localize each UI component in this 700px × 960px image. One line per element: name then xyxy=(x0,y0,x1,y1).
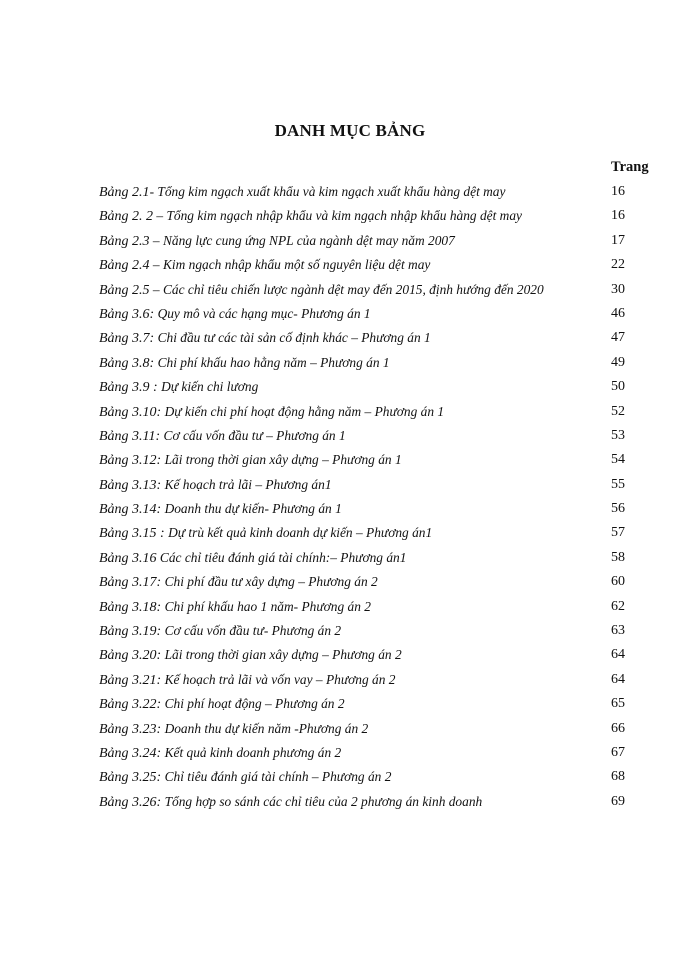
table-list-item-label: Bảng 3.25: xyxy=(99,770,162,786)
table-list-item-title: Quy mô và các hạng mục- Phương án 1 xyxy=(154,305,371,321)
table-list-item[interactable] xyxy=(99,351,659,375)
table-list-item-page-number: 53 xyxy=(611,427,625,443)
page-title: DANH MỤC BẢNG xyxy=(274,121,426,140)
table-list-item-title: - Tổng kim ngạch xuất khẩu và kim ngạch xuất khẩu hàng dệt may xyxy=(149,184,506,199)
table-list-item-label: Bảng 3.15 : xyxy=(99,526,165,542)
table-list-item-title: – Các chỉ tiêu chiến lược ngành dệt may đến 2015, định hướng đến 2020 xyxy=(149,281,544,297)
table-list-item-title: Chi phí khấu hao hằng năm – Phương án 1 xyxy=(154,354,390,370)
table-list-item-label: Bảng 3.20: xyxy=(99,648,162,664)
table-list-item-label: Bảng 3.14: xyxy=(99,502,162,518)
table-list xyxy=(99,180,659,814)
table-list-item-title: Kế hoạch trả lãi – Phương án1 xyxy=(161,476,332,492)
table-list-item-label: Bảng 2.4 xyxy=(99,258,150,274)
table-list-item-page-number: 57 xyxy=(611,525,625,541)
table-list-item-label: Bảng 3.17: xyxy=(99,575,162,591)
table-list-item-title: Chi phí hoạt động – Phương án 2 xyxy=(161,696,345,712)
table-list-item-label: Bảng 3.21: xyxy=(99,672,162,688)
table-list-item-label: Bảng 3.8: xyxy=(99,355,155,371)
table-list-item[interactable] xyxy=(99,790,659,814)
table-list-item-label: Bảng 3.24: xyxy=(99,745,162,761)
table-list-item-page-number: 64 xyxy=(611,647,625,663)
table-list-item[interactable] xyxy=(99,595,659,619)
table-list-item-page-number: 62 xyxy=(611,598,625,614)
table-list-item-page-number: 47 xyxy=(611,330,625,346)
table-list-item-page-number: 54 xyxy=(611,452,625,468)
table-list-item-page-number: 64 xyxy=(611,671,625,687)
table-list-item-label: Bảng 3.12: xyxy=(99,453,162,469)
table-list-item-page-number: 17 xyxy=(611,232,625,248)
table-list-item-title: Kết quả kinh doanh phương án 2 xyxy=(161,744,342,760)
table-list-item-title: Các chỉ tiêu đánh giá tài chính:– Phương án1 xyxy=(156,549,407,565)
table-list-item-label: Bảng 3.16 xyxy=(99,550,157,566)
table-list-item-page-number: 22 xyxy=(611,257,625,273)
table-list-item-title: Dự kiến chi phí hoạt động hằng năm – Phương án 1 xyxy=(161,403,445,419)
table-list-item[interactable] xyxy=(99,497,659,521)
table-list-item[interactable] xyxy=(99,326,659,350)
table-list-item-page-number: 69 xyxy=(611,793,625,809)
table-list-item-page-number: 56 xyxy=(611,501,625,517)
table-list-item[interactable] xyxy=(99,668,659,692)
table-list-item-title: Lãi trong thời gian xây dựng – Phương án 1 xyxy=(161,452,402,468)
table-list-item-page-number: 66 xyxy=(611,720,625,736)
table-list-item-label: Bảng 3.9 : xyxy=(99,380,158,396)
table-list-item[interactable] xyxy=(99,692,659,716)
table-list-item-title: Kế hoạch trả lãi và vốn vay – Phương án 2 xyxy=(161,671,396,687)
table-list-item-label: Bảng 3.11: xyxy=(99,428,161,444)
table-list-item-label: Bảng 3.26: xyxy=(99,794,162,810)
table-list-item-page-number: 67 xyxy=(611,744,625,760)
table-list-item-page-number: 60 xyxy=(611,574,625,590)
table-list-item-label: Bảng 3.10: xyxy=(99,404,162,420)
table-list-item-title: Chi đầu tư các tài sản cố định khác – Phương án 1 xyxy=(154,330,431,346)
table-list-item-label: Bảng 2.1 xyxy=(99,185,150,200)
table-list-item[interactable] xyxy=(99,229,659,253)
table-list-item-page-number: 49 xyxy=(611,354,625,370)
table-list-item-page-number: 68 xyxy=(611,769,625,785)
table-list-item[interactable] xyxy=(99,643,659,667)
table-list-item-page-number: 46 xyxy=(611,305,625,321)
table-list-item-label: Bảng 3.23: xyxy=(99,721,162,737)
table-list-item[interactable] xyxy=(99,717,659,741)
table-list-item-page-number: 30 xyxy=(611,281,625,297)
table-list-item-title: Doanh thu dự kiến- Phương án 1 xyxy=(161,501,342,517)
table-list-item-label: Bảng 2.5 xyxy=(99,282,150,298)
table-list-item-label: Bảng 3.18: xyxy=(99,599,162,615)
table-list-item-label: Bảng 3.7: xyxy=(99,331,155,347)
table-list-item-title: Chỉ tiêu đánh giá tài chính – Phương án 2 xyxy=(161,769,392,785)
table-list-item[interactable] xyxy=(99,765,659,789)
table-list-item[interactable] xyxy=(99,204,659,228)
table-list-item[interactable] xyxy=(99,375,659,399)
table-list-item-label: Bảng 3.6: xyxy=(99,306,155,322)
table-list-item-page-number: 63 xyxy=(611,623,625,639)
table-list-item-title: – Kim ngạch nhập khẩu một số nguyên liệu dệt may xyxy=(149,257,431,273)
table-list-item[interactable] xyxy=(99,253,659,277)
table-list-item-title: Cơ cấu vốn đầu tư – Phương án 1 xyxy=(160,427,346,443)
table-list-item[interactable] xyxy=(99,521,659,545)
table-list-item-title: Dự trù kết quả kinh doanh dự kiến – Phương án1 xyxy=(164,525,433,541)
table-list-item[interactable] xyxy=(99,619,659,643)
table-list-item-page-number: 16 xyxy=(611,184,625,199)
table-list-item-page-number: 52 xyxy=(611,403,625,419)
page-column-header: Trang xyxy=(611,159,649,175)
table-list-item-page-number: 16 xyxy=(611,208,625,224)
table-list-item-label: Bảng 3.19: xyxy=(99,624,162,640)
table-list-item[interactable] xyxy=(99,278,659,302)
table-list-item-page-number: 65 xyxy=(611,696,625,712)
table-list-item-title: Tổng hợp so sánh các chỉ tiêu của 2 phương án kinh doanh xyxy=(161,793,483,809)
table-list-item-title: Chi phí đầu tư xây dựng – Phương án 2 xyxy=(161,574,378,590)
table-list-item[interactable] xyxy=(99,473,659,497)
table-list-item-label: Bảng 2.3 xyxy=(99,233,150,249)
table-list-item-title: Doanh thu dự kiến năm -Phương án 2 xyxy=(161,720,369,736)
table-list-item-title: Dự kiến chi lương xyxy=(157,379,259,395)
table-list-item-page-number: 55 xyxy=(611,476,625,492)
table-list-item[interactable] xyxy=(99,302,659,326)
table-list-item[interactable] xyxy=(99,546,659,570)
table-list-item[interactable] xyxy=(99,741,659,765)
table-list-item-label: Bảng 3.13: xyxy=(99,477,162,493)
table-list-item-page-number: 58 xyxy=(611,549,625,565)
table-list-item[interactable] xyxy=(99,400,659,424)
table-list-item-title: Lãi trong thời gian xây dựng – Phương án 2 xyxy=(161,647,402,663)
table-list-item[interactable] xyxy=(99,448,659,472)
table-list-item-page-number: 50 xyxy=(611,379,625,395)
table-list-item-title: – Năng lực cung ứng NPL của ngành dệt may năm 2007 xyxy=(149,232,455,248)
table-list-item-label: Bảng 3.22: xyxy=(99,697,162,713)
table-list-item-label: Bảng 2. 2 xyxy=(99,209,154,225)
table-list-item[interactable] xyxy=(99,424,659,448)
table-list-item[interactable] xyxy=(99,180,659,204)
table-list-item-title: Cơ cấu vốn đầu tư- Phương án 2 xyxy=(161,623,342,639)
table-list-item-title: – Tổng kim ngạch nhập khẩu và kim ngạch nhập khẩu hàng dệt may xyxy=(153,208,522,224)
table-list-item[interactable] xyxy=(99,570,659,594)
table-list-item-title: Chi phí khấu hao 1 năm- Phương án 2 xyxy=(161,598,371,614)
